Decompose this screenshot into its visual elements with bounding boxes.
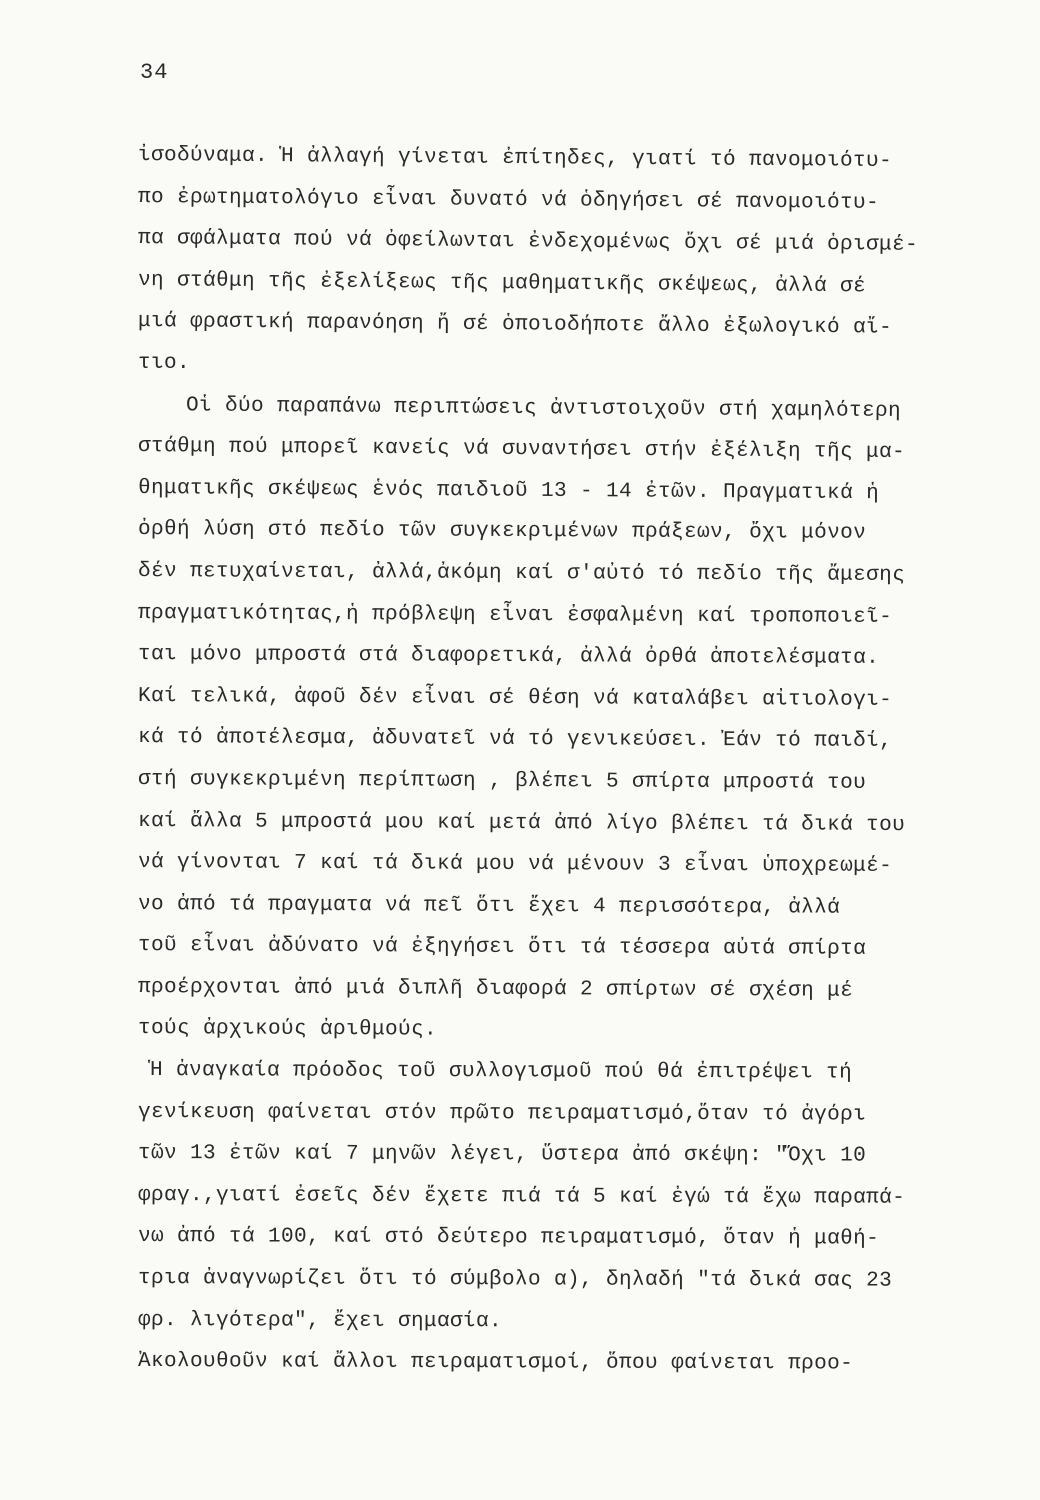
text-line: θηματικῆς σκέψεως ἑνός παιδιοῦ 13 - 14 ἐτῶν. Πραγματικά ἡ (137, 476, 880, 505)
text-line: τιο. (138, 351, 191, 375)
paragraph-start-line: Οἱ δύο παραπάνω περιπτώσεις ἀντιστοιχοῦν στή χαμηλότερη (185, 393, 902, 423)
text-line: τῶν 13 ἐτῶν καί 7 μηνῶν λέγει, ὕστερα ἀπό σκέψη: "Ὄχι 10 (137, 1142, 867, 1168)
text-line: στή συγκεκριμένη περίπτωση , βλέπει 5 σπίρτα μπροστά του (137, 767, 867, 795)
text-line: ται μόνο μπροστά στά διαφορετικά, ἀλλά ὀρθά ἀποτελέσματα. (137, 643, 880, 671)
text-line: Καί τελικά, ἀφοῦ δέν εἶναι σέ θέση νά καταλάβει αἰτιολογι- (137, 684, 893, 712)
body-text (138, 135, 978, 1383)
text-line: πραγματικότητας,ἡ πρόβλεψη εἶναι ἐσφαλμένη καί τροποποιεῖ- (137, 601, 893, 629)
text-line: κά τό ἀποτέλεσμα, ἀδυνατεῖ νά τό γενικεύσει. Ἐάν τό παιδί, (137, 726, 893, 754)
page-number: 34 (140, 60, 169, 85)
text-line: γενίκευση φαίνεται στόν πρῶτο πειραματισμό,ὅταν τό ἀγόρι (137, 1100, 867, 1127)
text-line: τρια ἀναγνωρίζει ὅτι τό σύμβολο α), δηλαδή "τά δικά σας 23 (137, 1267, 893, 1293)
text-line: πα σφάλματα πού νά ὀφείλωνται ἐνδεχομένως ὄχι σέ μιά ὁρισμέ- (137, 227, 919, 257)
text-line: πο ἐρωτηματολόγιο εἶναι δυνατό νά ὁδηγήσει σέ πανομοιότυ- (137, 185, 880, 215)
text-line: νά γίνονται 7 καί τά δικά μου νά μένουν 3 εἶναι ὑποχρεωμέ- (137, 851, 893, 879)
text-line: μιά φραστική παρανόηση ἤ σέ ὁποιοδήποτε ἄλλο ἐξωλογικό αἴ- (137, 310, 893, 340)
text-line: τούς ἀρχικούς ἀριθμούς. (137, 1017, 438, 1043)
text-line: καί ἄλλα 5 μπροστά μου καί μετά ἀπό λίγο βλέπει τά δικά του (137, 809, 906, 837)
paragraph-start-line: Ἀκολουθοῦν καί ἄλλοι πειραματισμοί, ὅπου φαίνεται προο- (137, 1350, 854, 1376)
text-line: ἰσοδύναμα. Ἡ ἀλλαγή γίνεται ἐπίτηδες, γιατί τό πανομοιότυ- (137, 144, 893, 173)
text-line: φραγ.,γιατί ἐσεῖς δέν ἔχετε πιά τά 5 καί ἐγώ τά ἔχω παραπά- (137, 1183, 906, 1210)
text-line: φρ. λιγότερα", ἔχει σημασία. (137, 1308, 503, 1333)
paragraph-start-line: Ἡ ἀναγκαία πρόοδος τοῦ συλλογισμοῦ πού θά ἐπιτρέψει τή (149, 1059, 853, 1085)
text-line: προέρχονται ἀπό μιά διπλῆ διαφορά 2 σπίρτων σέ σχέση μέ (137, 975, 854, 1003)
text-line: δέν πετυχαίνεται, ἀλλά,ἀκόμη καί σ'αὐτό τό πεδίο τῆς ἄμεσης (137, 559, 906, 587)
text-line: νο ἀπό τά πραγματα νά πεῖ ὅτι ἔχει 4 περισσότερα, ἀλλά (137, 892, 841, 920)
text-line: στάθμη πού μπορεῖ κανείς νά συναντήσει στήν ἐξέλιξη τῆς μα- (137, 435, 906, 465)
text-line: τοῦ εἶναι ἀδύνατο νά ἐξηγήσει ὅτι τά τέσσερα αὐτά σπίρτα (137, 934, 867, 962)
text-line: νω ἀπό τά 100, καί στό δεύτερο πειραματισμό, ὅταν ἡ μαθή- (137, 1225, 880, 1252)
text-line: ὀρθή λύση στό πεδίο τῶν συγκεκριμένων πράξεων, ὄχι μόνον (137, 518, 867, 546)
text-line: νη στάθμη τῆς ἐξελίξεως τῆς μαθηματικῆς σκέψεως, ἀλλά σέ (137, 268, 867, 299)
